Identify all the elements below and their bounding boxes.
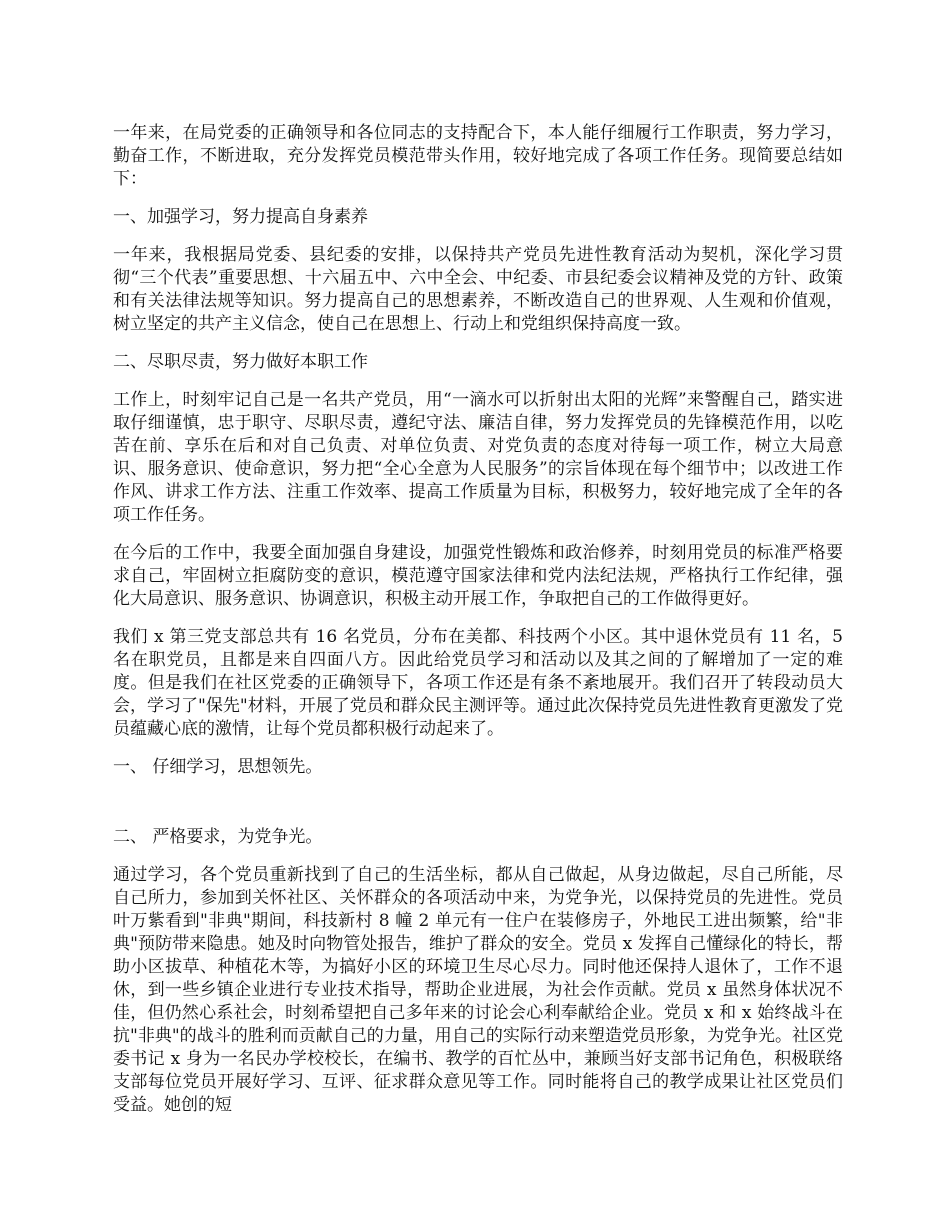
intro-paragraph: 一年来，在局党委的正确领导和各位同志的支持配合下，本人能仔细履行工作职责，努力学习，勤奋工作，不断进取，充分发挥党员模范带头作用，较好地完成了各项工作任务。现简要总结如下：: [113, 123, 843, 189]
subheading-strict-requirements: 二、 严格要求，为党争光。: [113, 827, 323, 847]
blank-gap: [113, 794, 843, 826]
section-heading-study: 一、加强学习，努力提高自身素养: [113, 207, 368, 227]
document-page: [113, 122, 843, 1132]
study-paragraph: 一年来，我根据局党委、县纪委的安排，以保持共产党员先进性教育活动为契机，深化学习贯彻“三个代表”重要思想、十六届五中、六中全会、中纪委、市县纪委会议精神及党的方针、政策和有关法律法规等知识。努力提高自己的思想素养，不断改造自己的世界观、人生观和价值观，树立坚定的共产主义信念，使自己在思想上、行动上和党组织保持高度一致。: [113, 245, 843, 334]
subheading-study-first: 一、 仔细学习，思想领先。: [113, 757, 323, 777]
branch-paragraph: 我们 x 第三党支部总共有 16 名党员，分布在美都、科技两个小区。其中退休党员有 11 名，5 名在职党员，且都是来自四面八方。因此给党员学习和活动以及其之间的了解增加了一定的难度。但是我们在社区党委的正确领导下，各项工作还是有条不紊地展开。我们召开了转段动员大会，学习了"保先"材料，开展了党员和群众民主测评等。通过此次保持党员先进性教育更激发了党员蕴藏心底的激情，让每个党员都积极行动起来了。: [113, 627, 843, 739]
future-paragraph: 在今后的工作中，我要全面加强自身建设，加强党性锻炼和政治修养，时刻用党员的标准严格要求自己，牢固树立拒腐防变的意识，模范遵守国家法律和党内法纪法规，严格执行工作纪律，强化大局意识、服务意识、协调意识，积极主动开展工作，争取把自己的工作做得更好。: [113, 543, 843, 609]
section-heading-duty: 二、尽职尽责，努力做好本职工作: [113, 352, 368, 372]
members-paragraph: 通过学习，各个党员重新找到了自己的生活坐标，都从自己做起，从身边做起，尽自己所能，尽自己所力，参加到关怀社区、关怀群众的各项活动中来，为党争光，以保持党员的先进性。党员叶万紫看到"非典"期间，科技新村 8 幢 2 单元有一住户在装修房子，外地民工进出频繁，给"非典"预防带来隐患。她及时向物管处报告，维护了群众的安全。党员 x 发挥自己懂绿化的特长，帮助小区拔草、种植花木等，为搞好小区的环境卫生尽心尽力。同时他还保持人退休了，工作不退休，到一些乡镇企业进行专业技术指导，帮助企业进展，为社会作贡献。党员 x 虽然身体状况不佳，但仍然心系社会，时刻希望把自己多年来的讨论会心利奉献给企业。党员 x 和 x 始终战斗在抗"非典"的战斗的胜利而贡献自己的力量，用自己的实际行动来塑造党员形象，为党争光。社区党委书记 x 身为一名民办学校校长，在编书、教学的百忙丛中，兼顾当好支部书记角色，积极联络支部每位党员开展好学习、互评、征求群众意见等工作。同时能将自己的教学成果让社区党员们受益。她创的短: [113, 865, 843, 1115]
duty-paragraph: 工作上，时刻牢记自己是一名共产党员，用“一滴水可以折射出太阳的光辉”来警醒自己，踏实进取仔细谨慎，忠于职守、尽职尽责，遵纪守法、廉洁自律，努力发挥党员的先锋模范作用，以吃苦在前、享乐在后和对自己负责、对单位负责、对党负责的态度对待每一项工作，树立大局意识、服务意识、使命意识，努力把“全心全意为人民服务”的宗旨体现在每个细节中；以改进工作作风、讲求工作方法、注重工作效率、提高工作质量为目标，积极努力，较好地完成了全年的各项工作任务。: [113, 390, 843, 525]
